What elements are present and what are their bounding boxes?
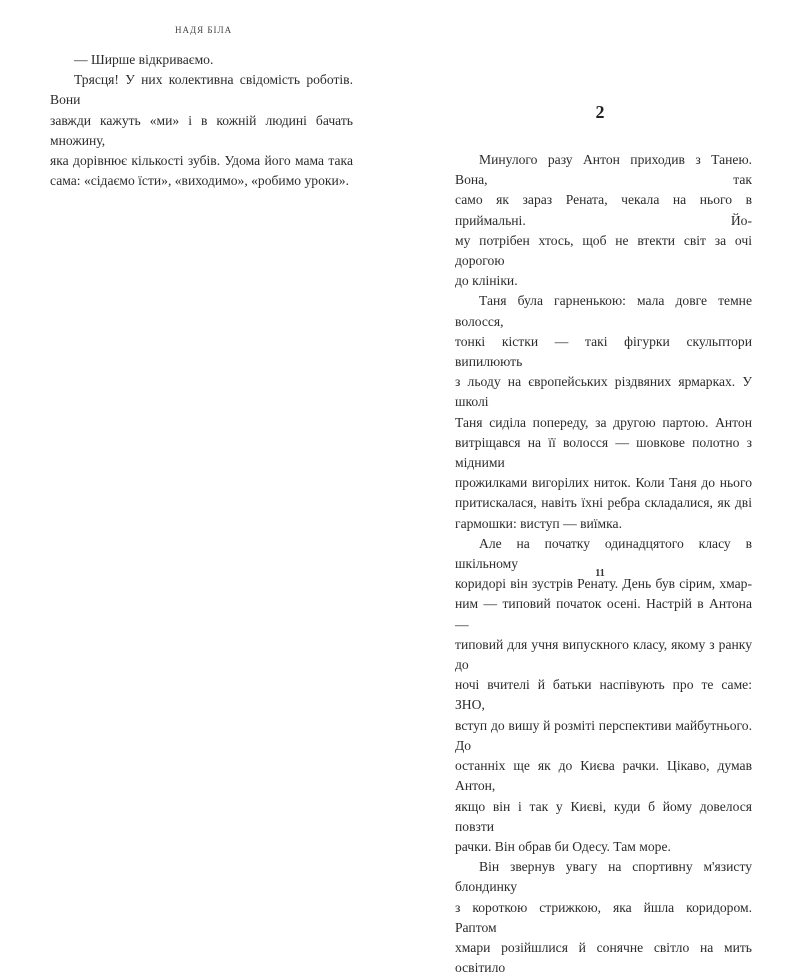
text-line: до клініки. [455,273,518,289]
text-line: — Ширше відкриваємо. [74,52,214,67]
text-line: Але на початку одинадцятого класу в шкільному [455,535,752,572]
text-line: якщо він і так у Києві, куди б йому довелося повзти [455,798,752,834]
text-line: коридорі він зустрів Ренату. День був сірим, хмар- [455,576,752,592]
text-line: Трясця! У них колективна свідомість роботів. Вони [50,72,353,108]
text-line: прожилками вигорілих ниток. Коли Таня до нього [455,475,752,491]
right-page-text [455,150,752,978]
text-line: рачки. Він обрав би Одесу. Там море. [455,838,671,854]
text-line: Минулого разу Антон приходив з Танею. Вона, так [455,152,752,188]
left-page [0,0,400,600]
page-number: 11 [595,568,605,579]
text-line: само як зараз Рената, чекала на нього в приймальні. Йо- [455,192,752,228]
text-line: з льоду на європейських різдвяних ярмарках. У школі [455,374,752,410]
text-line: витріщався на її волосся — шовкове полотно з мідними [455,434,752,471]
chapter-number: 2 [595,102,605,122]
text-line: тонкі кістки — такі фігурки скульптори випилюють [455,333,752,370]
text-line: останніх ще як до Києва рачки. Цікаво, думав Антон, [455,758,752,794]
text-line: притискалася, навіть їхні ребра складалися, як дві [455,495,752,511]
text-line: ночі вчителі й батьки наспівують про те саме: ЗНО, [455,677,752,713]
text-line: Він звернув увагу на спортивну м'язисту блондинку [455,859,752,895]
text-line: завжди кажуть «ми» і в кожній людині бачать множину, [50,112,353,148]
text-line: вступ до вишу й розміті перспективи майбутнього. До [455,717,752,753]
right-page [400,0,800,976]
text-line: гармошки: виступ — виїмка. [455,515,622,531]
text-line: типовий для учня випускного класу, якому з ранку до [455,636,752,673]
text-line: хмари розійшлися й сонячне світло на мить освітило [455,939,752,976]
text-line: яка дорівнює кількості зубів. Удома його мама така [50,153,353,169]
running-head: НАДЯ БІЛА [175,25,233,35]
text-line: Таня сиділа попереду, за другою партою. Антон [455,414,752,430]
text-line: сама: «сідаємо їсти», «виходимо», «робимо уроки». [50,173,349,189]
left-page-text [50,50,353,191]
text-line: ним — типовий початок осені. Настрій в Антона — [455,596,752,632]
text-line: му потрібен хтось, щоб не втекти світ за очі дорогою [455,232,752,269]
text-line: з короткою стрижкою, яка йшла коридором. Раптом [455,899,752,935]
text-line: Таня була гарненькою: мала довге темне волосся, [455,293,752,329]
